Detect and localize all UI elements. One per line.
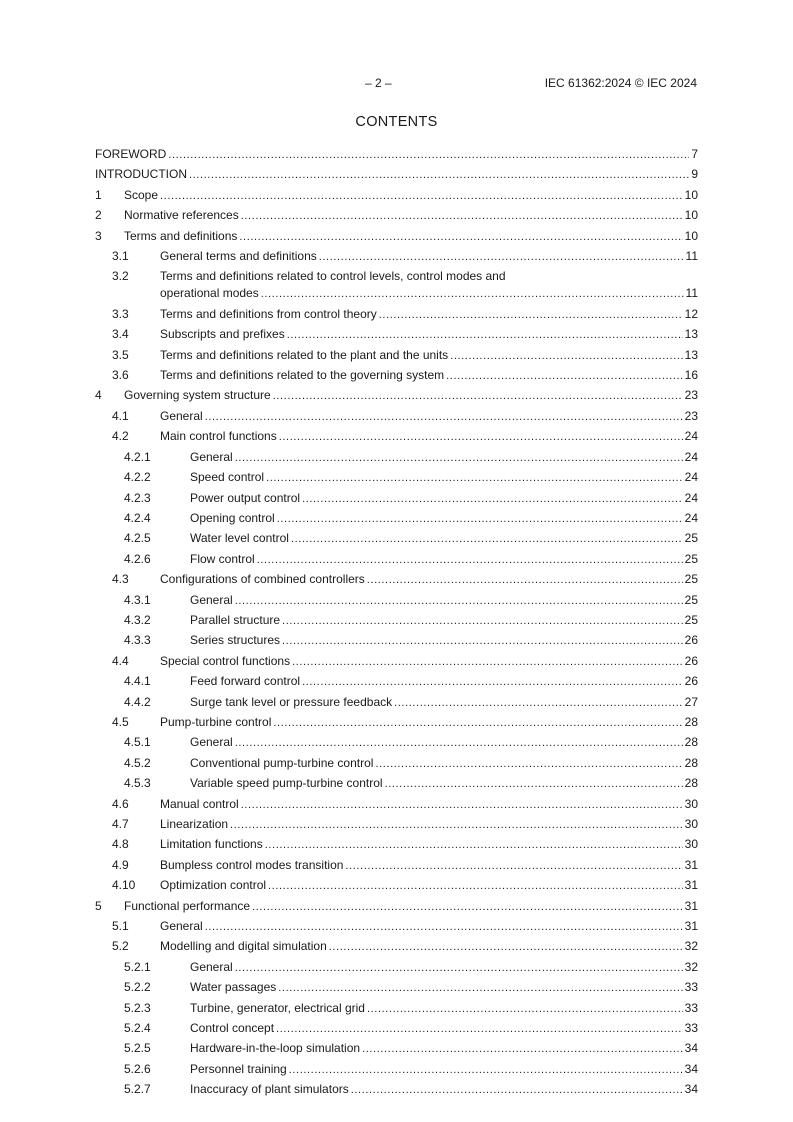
toc-entry-title: Water passages [190, 980, 277, 995]
copyright-header: IEC 61362:2024 © IEC 2024 [544, 76, 697, 90]
dot-leader [302, 490, 683, 509]
dot-leader [252, 898, 683, 917]
dot-leader [241, 796, 683, 815]
toc-entry[interactable] [95, 978, 698, 998]
toc-entry-title: INTRODUCTION [95, 167, 187, 182]
toc-entry-page: 25 [684, 612, 698, 627]
toc-entry-title-line1: Terms and definitions related to control levels, control modes and [160, 269, 506, 284]
toc-entry-title: General [190, 449, 233, 464]
dot-leader [168, 146, 689, 165]
toc-entry-title: Terms and definitions related to the governing system [160, 368, 445, 383]
toc-entry-number: 3.5 [112, 347, 129, 362]
toc-entry[interactable] [95, 693, 698, 713]
toc-entry-number: 5.2.2 [124, 980, 151, 995]
toc-entry-page: 27 [684, 694, 698, 709]
toc-entry[interactable] [95, 468, 698, 488]
toc-entry-title: Surge tank level or pressure feedback [190, 694, 393, 709]
toc-entry-number: 4.5.1 [124, 735, 151, 750]
dot-leader [239, 228, 682, 247]
dot-leader [160, 187, 683, 206]
toc-entry-number: 4.4.1 [124, 674, 151, 689]
toc-entry-page: 30 [684, 796, 698, 811]
toc-entry-title: Power output control [190, 490, 301, 505]
toc-entry-title: Normative references [124, 208, 239, 223]
toc-entry-number: 5.2 [112, 939, 129, 954]
toc-entry-page: 28 [684, 755, 698, 770]
toc-entry-number: 5.2.7 [124, 1082, 151, 1097]
toc-entry-page: 34 [684, 1061, 698, 1076]
toc-entry[interactable] [95, 489, 698, 509]
toc-entry[interactable] [95, 591, 698, 611]
toc-entry[interactable] [95, 652, 698, 672]
toc-entry-number: 4.5 [112, 714, 129, 729]
dot-leader [394, 694, 683, 713]
toc-entry-title: Modelling and digital simulation [160, 939, 327, 954]
toc-entry-title: Manual control [160, 796, 239, 811]
toc-entry-title: Control concept [190, 1021, 275, 1036]
toc-entry-number: 4.2.4 [124, 510, 151, 525]
toc-entry[interactable] [95, 305, 698, 325]
dot-leader [385, 775, 683, 794]
dot-leader [205, 408, 683, 427]
toc-entry-page: 24 [684, 490, 698, 505]
toc-entry-title: General [190, 735, 233, 750]
toc-entry-number: 3.6 [112, 368, 129, 383]
toc-entry-title: Optimization control [160, 878, 267, 893]
toc-entry-number: 4.2.2 [124, 470, 151, 485]
toc-entry-number: 4.9 [112, 857, 129, 872]
toc-entry-page: 24 [684, 470, 698, 485]
toc-entry[interactable] [95, 1019, 698, 1039]
toc-entry-number: 5.2.4 [124, 1021, 151, 1036]
toc-entry-title: operational modes [160, 286, 259, 301]
toc-entry-page: 30 [684, 817, 698, 831]
toc-entry-title: Governing system structure [124, 388, 271, 403]
toc-entry[interactable] [95, 754, 698, 774]
toc-entry[interactable] [95, 713, 698, 733]
dot-leader [379, 306, 683, 325]
toc-entry-number: 4.2.3 [124, 490, 151, 505]
toc-entry[interactable] [95, 206, 698, 226]
dot-leader [345, 857, 682, 876]
toc-entry-number: 3 [95, 228, 102, 243]
toc-entry[interactable] [95, 897, 698, 917]
toc-entry[interactable] [95, 835, 698, 855]
toc-entry-number: 4.6 [112, 796, 129, 811]
toc-entry-title: Configurations of combined controllers [160, 572, 365, 587]
toc-entry[interactable] [95, 227, 698, 247]
toc-entry[interactable] [95, 570, 698, 590]
toc-entry[interactable] [95, 448, 698, 468]
dot-leader [235, 592, 683, 611]
toc-entry[interactable] [95, 1039, 698, 1059]
toc-entry-page: 26 [684, 633, 698, 648]
toc-entry-number: 4.4.2 [124, 694, 151, 709]
toc-entry-page: 28 [684, 735, 698, 750]
dot-leader [287, 326, 683, 345]
dot-leader [268, 877, 683, 896]
toc-entry-page: 34 [684, 1082, 698, 1097]
toc-entry[interactable] [95, 407, 698, 427]
dot-leader [291, 530, 683, 549]
dot-leader [289, 1061, 683, 1080]
toc-entry[interactable] [95, 247, 698, 267]
toc-entry[interactable] [95, 509, 698, 529]
toc-entry[interactable] [95, 795, 698, 815]
toc-entry-number: 4.1 [112, 408, 129, 423]
toc-entry-title: Special control functions [160, 653, 291, 668]
toc-entry-page: 33 [684, 1000, 698, 1015]
toc-entry-number: 4.8 [112, 837, 129, 852]
toc-entry-page: 25 [684, 551, 698, 566]
dot-leader [241, 207, 683, 226]
toc-entry-number: 2 [95, 208, 102, 223]
toc-entry-page: 28 [684, 776, 698, 791]
toc-entry-title: General [160, 919, 203, 934]
toc-entry[interactable] [95, 346, 698, 366]
toc-entry-number: 5.2.1 [124, 959, 151, 974]
toc-entry-number: 5.2.6 [124, 1061, 151, 1076]
dot-leader [273, 387, 683, 406]
toc-entry-page: 31 [684, 919, 698, 934]
table-of-contents [95, 145, 698, 1101]
dot-leader [279, 428, 683, 447]
toc-entry[interactable] [95, 1080, 698, 1100]
toc-entry-title: Flow control [190, 551, 255, 566]
toc-entry[interactable] [95, 267, 698, 304]
dot-leader [282, 632, 683, 651]
toc-entry[interactable] [95, 1060, 698, 1080]
toc-entry-page: 25 [684, 592, 698, 607]
toc-entry[interactable] [95, 958, 698, 978]
toc-entry-number: 5.2.5 [124, 1041, 151, 1056]
toc-entry-number: 4 [95, 388, 102, 403]
toc-entry-number: 4.3.2 [124, 612, 151, 627]
toc-entry-page: 28 [684, 714, 698, 729]
toc-entry-title: Scope [124, 187, 159, 202]
page-number: – 2 – [365, 76, 392, 90]
toc-entry[interactable] [95, 815, 698, 835]
toc-entry-page: 31 [684, 857, 698, 872]
toc-entry[interactable] [95, 529, 698, 549]
toc-entry-title: General [160, 408, 203, 423]
dot-leader [230, 816, 683, 835]
toc-title: CONTENTS [355, 114, 438, 130]
dot-leader [375, 755, 682, 774]
dot-leader [261, 285, 684, 304]
toc-entry-number: 5 [95, 898, 102, 913]
dot-leader [450, 347, 682, 366]
toc-entry-number: 3.4 [112, 327, 129, 342]
dot-leader [351, 1081, 683, 1100]
dot-leader [292, 653, 683, 672]
toc-entry-title: Opening control [190, 510, 275, 525]
toc-entry-title: Turbine, generator, electrical grid [190, 1000, 365, 1015]
toc-entry-number: 4.7 [112, 817, 129, 831]
toc-entry-page: 24 [684, 449, 698, 464]
toc-entry-title: Series structures [190, 633, 281, 648]
toc-entry-title: Personnel training [190, 1061, 287, 1076]
toc-entry-page: 13 [684, 347, 698, 362]
toc-entry-page: 16 [684, 368, 698, 383]
dot-leader [282, 612, 683, 631]
toc-entry[interactable] [95, 856, 698, 876]
toc-entry-title: Limitation functions [160, 837, 263, 852]
dot-leader [235, 959, 683, 978]
toc-entry-page: 24 [684, 429, 698, 444]
toc-entry-page: 7 [691, 147, 698, 161]
toc-entry-page: 33 [684, 1021, 698, 1036]
dot-leader [302, 673, 683, 692]
toc-entry-number: 4.2.5 [124, 531, 151, 546]
toc-entry[interactable] [95, 876, 698, 896]
dot-leader [257, 551, 683, 570]
toc-entry-number: 1 [95, 187, 102, 202]
toc-entry-number: 4.5.2 [124, 755, 151, 770]
toc-entry-title: Feed forward control [190, 674, 301, 689]
toc-entry-page: 33 [684, 980, 698, 995]
toc-entry-page: 31 [684, 898, 698, 913]
dot-leader [276, 1020, 683, 1039]
toc-entry-title: Water level control [190, 531, 289, 546]
toc-entry-page: 23 [684, 388, 698, 403]
toc-entry-title: Terms and definitions from control theory [160, 306, 377, 321]
toc-entry-page: 32 [684, 959, 698, 974]
dot-leader [362, 1040, 683, 1059]
toc-entry-page: 11 [685, 286, 698, 301]
toc-entry-title: Subscripts and prefixes [160, 327, 285, 342]
toc-entry-title: Linearization [160, 817, 229, 831]
toc-entry-page: 10 [684, 228, 698, 243]
dot-leader [367, 571, 683, 590]
toc-entry-number: 5.1 [112, 919, 129, 934]
dot-leader [235, 449, 683, 468]
toc-entry-number: 4.3.1 [124, 592, 151, 607]
toc-entry-number: 4.2.1 [124, 449, 151, 464]
toc-entry-title: Hardware-in-the-loop simulation [190, 1041, 361, 1056]
dot-leader [205, 918, 683, 937]
toc-entry-page: 26 [684, 674, 698, 689]
dot-leader [277, 510, 683, 529]
toc-entry-number: 3.3 [112, 306, 129, 321]
toc-entry-page: 30 [684, 837, 698, 852]
toc-entry-title: General terms and definitions [160, 249, 317, 264]
toc-entry-title: Inaccuracy of plant simulators [190, 1082, 349, 1097]
toc-entry-page: 25 [684, 572, 698, 587]
toc-entry-page: 31 [684, 878, 698, 893]
toc-entry-title: Pump-turbine control [160, 714, 272, 729]
toc-entry-number: 4.2.6 [124, 551, 151, 566]
toc-entry-page: 9 [691, 167, 698, 182]
toc-entry[interactable] [95, 611, 698, 631]
toc-entry[interactable] [95, 366, 698, 386]
toc-entry[interactable] [95, 550, 698, 570]
toc-entry-page: 25 [684, 531, 698, 546]
toc-entry-number: 4.3.3 [124, 633, 151, 648]
toc-entry[interactable] [95, 937, 698, 957]
toc-entry-title: Bumpless control modes transition [160, 857, 344, 872]
toc-entry-number: 4.2 [112, 429, 129, 444]
toc-entry-number: 4.3 [112, 572, 129, 587]
toc-entry-page: 12 [684, 306, 698, 321]
toc-entry-title: Functional performance [124, 898, 251, 913]
dot-leader [265, 836, 683, 855]
toc-entry-title: Parallel structure [190, 612, 281, 627]
toc-entry[interactable] [95, 917, 698, 937]
toc-entry-page: 24 [684, 510, 698, 525]
toc-entry-title: Main control functions [160, 429, 277, 444]
dot-leader [235, 734, 683, 753]
toc-entry[interactable] [95, 999, 698, 1019]
dot-leader [319, 248, 684, 267]
toc-entry[interactable] [95, 427, 698, 447]
toc-entry-title: FOREWORD [95, 147, 167, 161]
dot-leader [273, 714, 682, 733]
dot-leader [329, 938, 683, 957]
dot-leader [189, 166, 689, 185]
toc-entry[interactable] [95, 631, 698, 651]
dot-leader [266, 469, 683, 488]
toc-entry[interactable] [95, 325, 698, 345]
toc-entry-page: 34 [684, 1041, 698, 1056]
toc-entry-title: Speed control [190, 470, 265, 485]
toc-entry-title: Terms and definitions [124, 228, 238, 243]
toc-entry-page: 13 [684, 327, 698, 342]
dot-leader [446, 367, 682, 386]
toc-entry[interactable] [95, 733, 698, 753]
toc-entry-page: 23 [684, 408, 698, 423]
toc-entry-page: 26 [684, 653, 698, 668]
toc-entry[interactable] [95, 186, 698, 206]
toc-entry[interactable] [95, 672, 698, 692]
toc-entry-page: 11 [685, 249, 698, 264]
toc-entry-number: 3.1 [112, 249, 129, 264]
toc-entry-number: 4.4 [112, 653, 129, 668]
toc-entry-number: 4.5.3 [124, 776, 151, 791]
toc-entry-title: Terms and definitions related to the plant and the units [160, 347, 449, 362]
toc-entry[interactable] [95, 145, 698, 165]
toc-entry-number: 4.10 [112, 878, 136, 893]
toc-entry[interactable] [95, 774, 698, 794]
toc-entry-title: Conventional pump-turbine control [190, 755, 374, 770]
toc-entry-number: 3.2 [112, 269, 129, 284]
toc-entry-title: Variable speed pump-turbine control [190, 776, 383, 791]
toc-entry-page: 32 [684, 939, 698, 954]
toc-entry-number: 5.2.3 [124, 1000, 151, 1015]
toc-entry-page: 10 [684, 208, 698, 223]
toc-entry[interactable] [95, 165, 698, 185]
dot-leader [367, 1000, 683, 1019]
toc-entry[interactable] [95, 386, 698, 406]
dot-leader [278, 979, 682, 998]
toc-entry-title: General [190, 959, 233, 974]
toc-entry-page: 10 [684, 187, 698, 202]
toc-entry-title: General [190, 592, 233, 607]
